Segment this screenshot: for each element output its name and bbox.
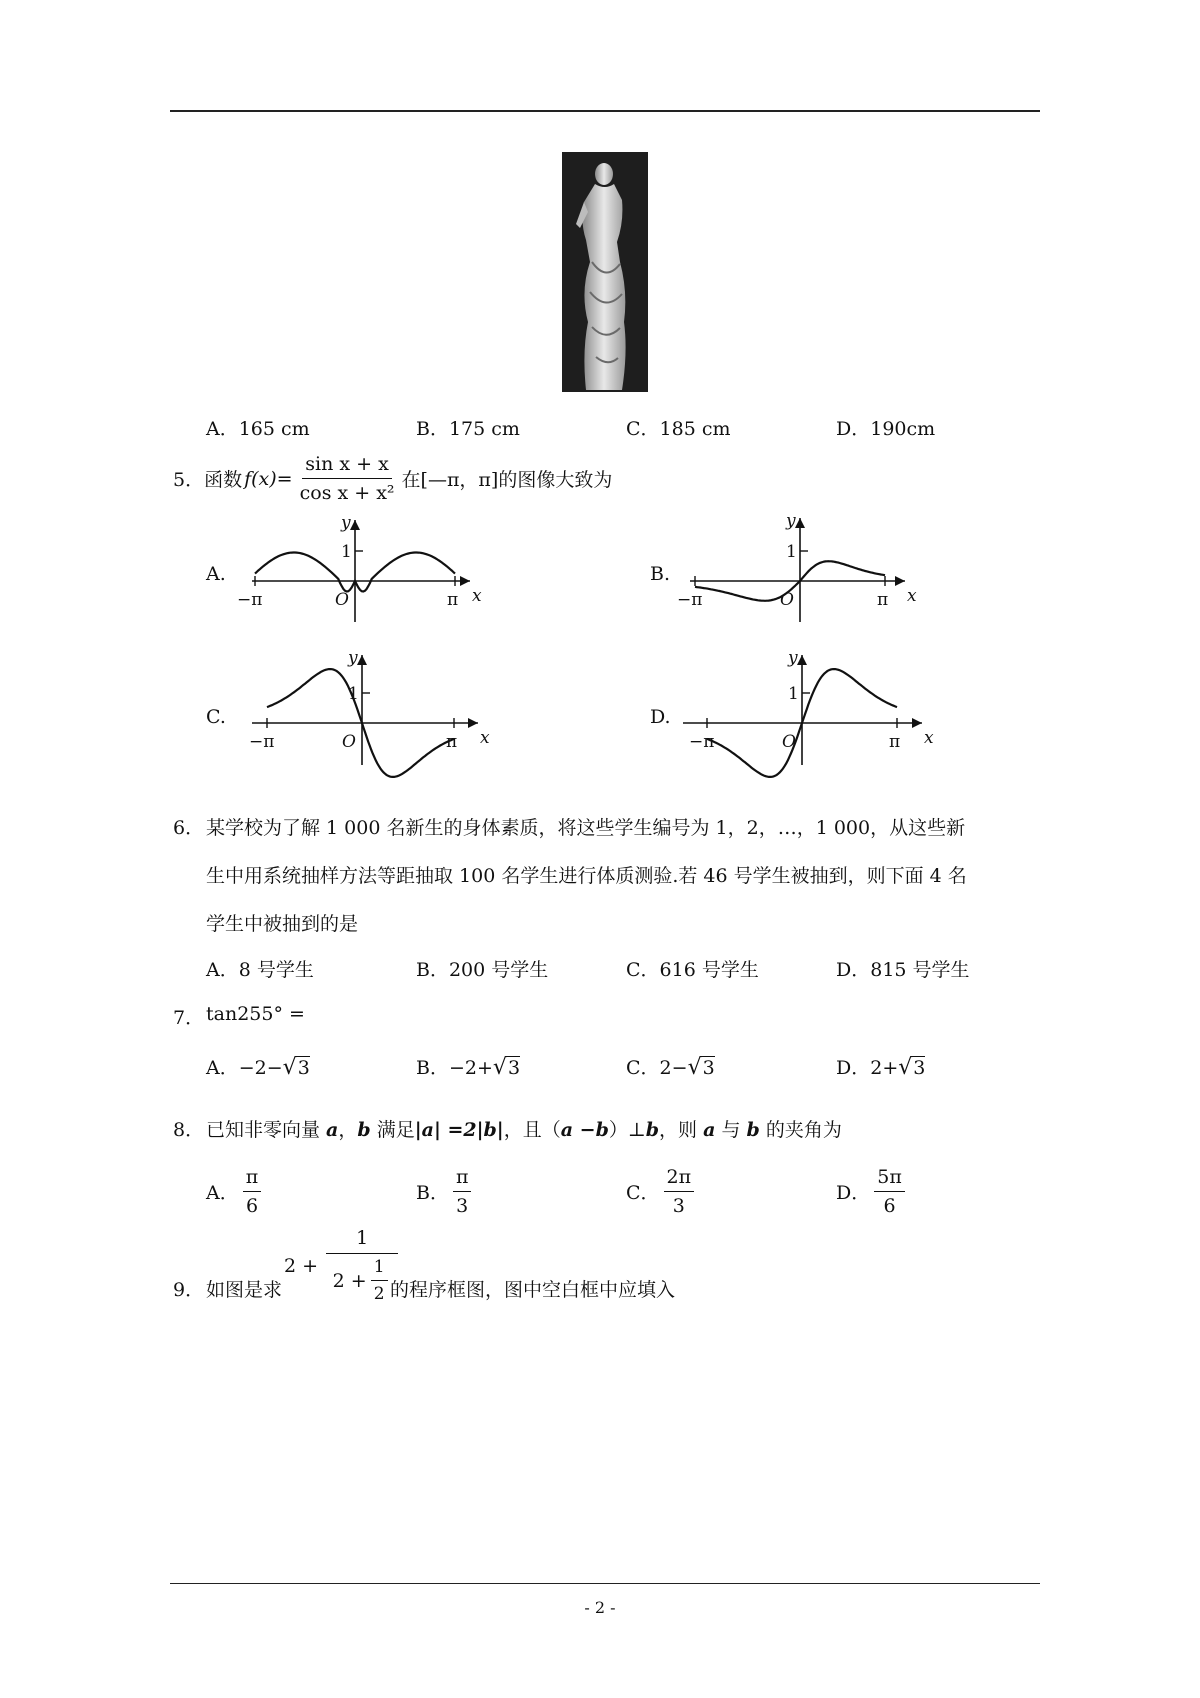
graph-d-y-arrow-icon — [797, 655, 807, 665]
q8-text1: 已知非零向量 — [206, 1119, 327, 1141]
q7-number: 7． — [173, 1007, 205, 1029]
q6-number: 6． — [173, 817, 205, 839]
q8-text2: 满足 — [370, 1119, 415, 1141]
q8-a-minus-b: a −b — [560, 1119, 609, 1141]
q9-outer-den — [330, 1254, 395, 1304]
q6-line1: 某学校为了解 1 000 名新生的身体素质，将这些学生编号为 1，2，…，1 000，从这些新 — [206, 817, 966, 839]
q8-option-a-frac — [243, 1166, 262, 1217]
q7-option-a-pre: −2− — [238, 1057, 283, 1079]
q7-option-a-label: A． — [206, 1057, 239, 1079]
q8-option-b-num: π — [453, 1166, 472, 1192]
q7-option-d-label: D． — [836, 1057, 871, 1079]
graph-b-neg-pi-label: −π — [677, 590, 703, 610]
graph-a-one-label: 1 — [341, 542, 352, 562]
q8-option-c-num: 2π — [664, 1166, 695, 1192]
q7-stem: tan255° = — [206, 1003, 305, 1025]
q8-vec-a: a — [326, 1119, 339, 1141]
q7-option-c-pre: 2− — [659, 1057, 688, 1079]
q9-half — [371, 1257, 388, 1304]
graph-b-x-label: x — [907, 586, 917, 606]
q6-option-c: C．616 号学生 — [626, 959, 759, 981]
q8-vec-b3: b — [746, 1119, 760, 1141]
q5-number: 5． — [173, 469, 205, 491]
radical-icon: √ — [282, 1055, 297, 1080]
q7-option-a — [206, 1053, 416, 1080]
q7-option-c-rad: 3 — [702, 1057, 715, 1079]
q8-option-d-frac — [874, 1166, 905, 1217]
q8-text4: ）⊥ — [608, 1119, 646, 1141]
q7-option-c — [626, 1053, 836, 1080]
graph-b-one-label: 1 — [786, 542, 797, 562]
q8-text3: ，且（ — [503, 1119, 561, 1141]
q8-option-b-frac — [453, 1166, 472, 1217]
graph-d-origin-label: O — [782, 732, 796, 752]
q8-option-d-den: 6 — [883, 1195, 896, 1217]
q7-option-d — [836, 1053, 1046, 1080]
q9-suffix: 的程序框图，图中空白框中应填入 — [390, 1279, 676, 1301]
q8-options — [206, 1166, 1046, 1217]
q8-option-d-num: 5π — [874, 1166, 905, 1192]
q8-vec-b: b — [357, 1119, 371, 1141]
graph-d-neg-pi-label: −π — [689, 732, 715, 752]
graph-a-y-label: y — [341, 513, 351, 533]
q8-option-b-den: 3 — [456, 1195, 469, 1217]
q8-stem — [206, 1115, 842, 1142]
q9-number: 9． — [173, 1279, 205, 1301]
graph-a-pi-label: π — [447, 590, 459, 610]
q8-comma: ， — [338, 1119, 358, 1141]
q7-option-b-rad: 3 — [507, 1057, 521, 1079]
q7-option-c-label: C． — [626, 1057, 660, 1079]
graph-b-x-arrow-icon — [895, 576, 905, 586]
q7-option-b-label: B． — [416, 1057, 449, 1079]
q5-label-c: C. — [206, 706, 226, 728]
q5-denominator: cos x + x² — [299, 482, 395, 504]
q8-option-c-frac — [664, 1166, 695, 1217]
q9-inner-two: 2 + — [332, 1269, 367, 1292]
q5-label-b: B. — [650, 563, 671, 585]
q8-option-a-den: 6 — [245, 1195, 259, 1217]
graph-c-origin-label: O — [342, 732, 356, 752]
graph-b-pi-label: π — [877, 590, 889, 610]
q8-norm-eq: |a| =2|b| — [414, 1119, 504, 1141]
q5-label-d: D. — [650, 706, 671, 728]
q6-option-d: D．815 号学生 — [836, 959, 970, 981]
radical-icon: √ — [898, 1055, 913, 1080]
q8-option-c — [626, 1166, 836, 1217]
q9-outer-num: 1 — [326, 1227, 398, 1254]
q9-expression — [284, 1227, 402, 1304]
q9-prefix: 如图是求 — [206, 1279, 283, 1301]
radical-icon: √ — [687, 1055, 702, 1080]
q8-vec-a2: a — [703, 1119, 716, 1141]
graph-b-origin-label: O — [780, 590, 794, 610]
graph-c-one-label: 1 — [348, 684, 359, 704]
radical-icon: √ — [492, 1055, 507, 1080]
q8-option-c-label: C． — [626, 1182, 660, 1204]
q5-label-a: A. — [206, 563, 226, 585]
q6-option-a: A．8 号学生 — [206, 959, 314, 981]
graph-d-x-label: x — [924, 728, 934, 748]
graph-d-x-arrow-icon — [912, 718, 922, 728]
q5-graphs — [0, 0, 1200, 800]
q9-outer-frac — [326, 1227, 398, 1304]
graph-c-pi-label: π — [446, 732, 458, 752]
graph-a-y-arrow-icon — [350, 520, 360, 530]
q4-option-a: A．165 cm — [206, 418, 310, 440]
q8-option-d — [836, 1166, 1046, 1217]
q6-line2: 生中用系统抽样方法等距抽取 100 名学生进行体质测验.若 46 号学生被抽到，则下面 4 名 — [206, 865, 967, 887]
q7-option-b-pre: −2+ — [448, 1057, 493, 1079]
graph-d-pi-label: π — [889, 732, 901, 752]
q8-number: 8． — [173, 1119, 205, 1141]
q6-options — [206, 955, 1046, 982]
q7-option-a-rad: 3 — [297, 1057, 310, 1079]
q9-expr-two: 2 + — [284, 1254, 319, 1277]
graph-b-y-arrow-icon — [795, 518, 805, 528]
graph-a-x-arrow-icon — [460, 576, 470, 586]
q5-prefix: 函数 — [204, 469, 243, 491]
q5-suffix: 在[—π，π]的图像大致为 — [401, 469, 613, 491]
q8-option-c-den: 3 — [672, 1195, 685, 1217]
graph-a-origin-label: O — [335, 590, 349, 610]
q8-option-b — [416, 1166, 626, 1217]
q4-option-d: D．190cm — [836, 418, 936, 440]
graph-c-neg-pi-label: −π — [249, 732, 275, 752]
q8-option-a-label: A． — [206, 1182, 239, 1204]
page-number: - 2 - — [584, 1598, 616, 1617]
graph-a-neg-pi-label: −π — [237, 590, 263, 610]
q7-option-b — [416, 1053, 626, 1080]
graph-d-y-label: y — [788, 648, 798, 668]
graph-d-one-label: 1 — [788, 684, 799, 704]
graph-c-x-arrow-icon — [468, 718, 478, 728]
q8-text6: 与 — [715, 1119, 747, 1141]
q8-option-a-num: π — [243, 1166, 262, 1192]
q8-vec-b2: b — [645, 1119, 660, 1141]
footer-rule — [170, 1583, 1040, 1584]
q5-fname: f(x)= — [244, 467, 293, 490]
q7-options — [206, 1053, 1046, 1080]
q8-text5: ，则 — [659, 1119, 704, 1141]
graph-b-y-label: y — [786, 511, 796, 531]
q9-half-num: 1 — [371, 1257, 388, 1281]
q6-option-b: B．200 号学生 — [416, 959, 549, 981]
q8-option-a — [206, 1166, 416, 1217]
graph-c-y-arrow-icon — [357, 655, 367, 665]
q4-option-c: C．185 cm — [626, 418, 731, 440]
q8-option-b-label: B． — [416, 1182, 449, 1204]
q6-line3: 学生中被抽到的是 — [206, 913, 359, 935]
q8-text7: 的夹角为 — [759, 1119, 842, 1141]
q8-option-d-label: D． — [836, 1182, 871, 1204]
q7-option-d-pre: 2+ — [870, 1057, 899, 1079]
graph-a-x-label: x — [472, 586, 482, 606]
q9-half-den: 2 — [373, 1284, 385, 1304]
graph-c-y-label: y — [348, 648, 358, 668]
q4-option-b: B．175 cm — [416, 418, 520, 440]
graph-c-x-label: x — [480, 728, 490, 748]
q7-option-d-rad: 3 — [913, 1057, 926, 1079]
q5-numerator: sin x + x — [302, 453, 392, 479]
